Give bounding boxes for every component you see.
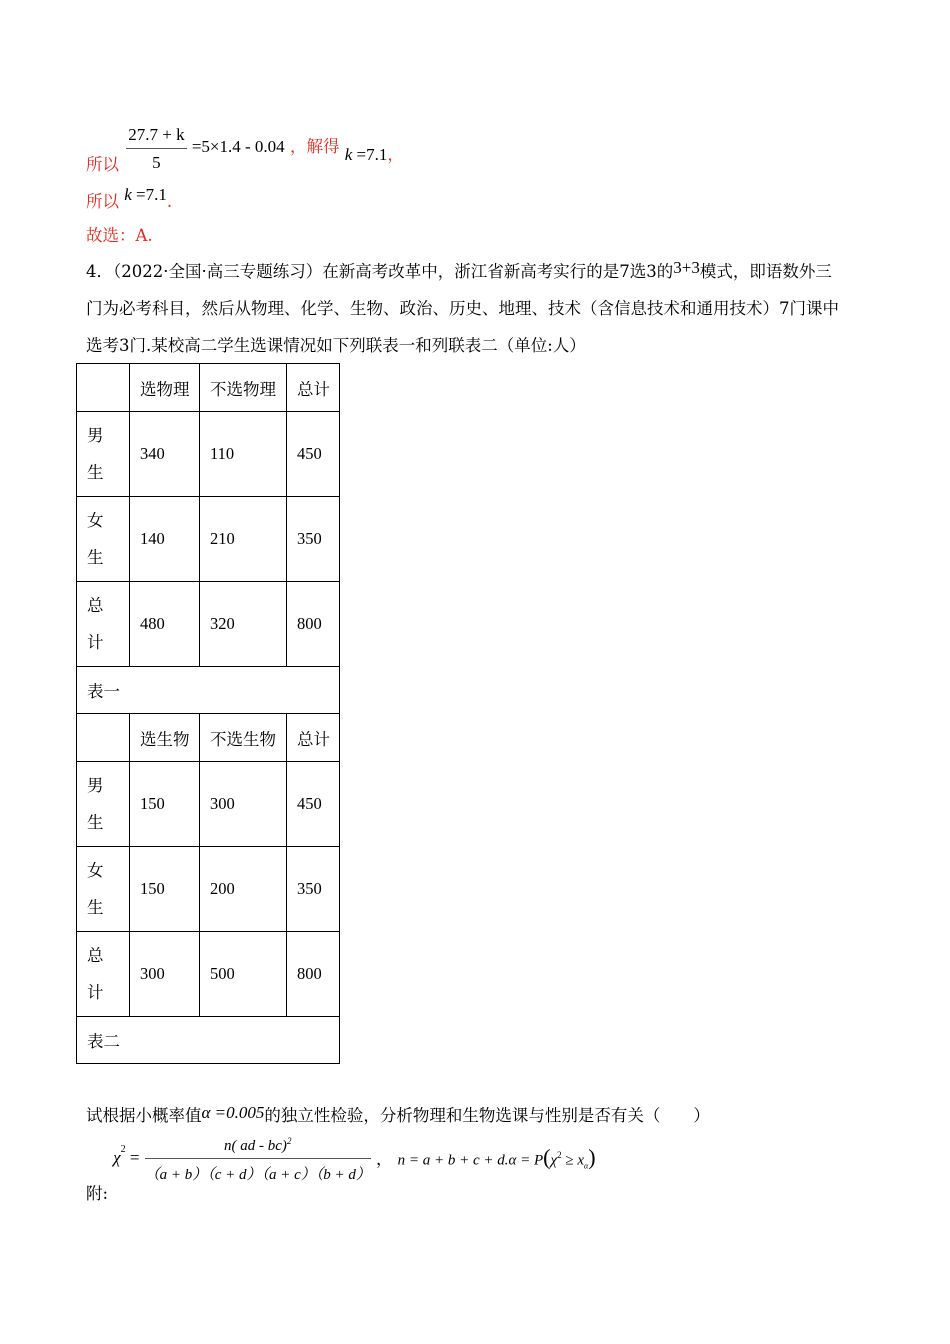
alpha-subscript: α bbox=[583, 1161, 589, 1171]
table-header-cell: 总计 bbox=[287, 714, 340, 762]
row-label-char: 男 bbox=[87, 776, 104, 795]
chi-square-fraction bbox=[145, 1136, 371, 1184]
solution-mid-text: ，解得 bbox=[289, 136, 340, 156]
k-value-2: =7.1 bbox=[131, 185, 167, 204]
greater-equal-x: ≥ x bbox=[561, 1152, 584, 1169]
fraction-denominator: 5 bbox=[152, 153, 161, 172]
row-label-char: 生 bbox=[87, 813, 104, 832]
variable-k-2: k bbox=[124, 185, 132, 204]
table-header-row bbox=[77, 364, 340, 412]
table-cell: 300 bbox=[200, 762, 287, 847]
table-cell: 800 bbox=[287, 932, 340, 1017]
chi-fraction-numerator bbox=[145, 1136, 371, 1159]
alpha-expression: α =0.005 bbox=[201, 1103, 265, 1122]
row-label-char: 生 bbox=[87, 463, 104, 482]
row-label-char: 男 bbox=[87, 426, 104, 445]
table-header-cell: 不选生物 bbox=[200, 714, 287, 762]
row-label bbox=[77, 497, 130, 582]
row-label-char: 女 bbox=[87, 861, 104, 880]
table-row bbox=[77, 582, 340, 667]
solution-end-punct-2: . bbox=[166, 192, 173, 211]
table-cell: 150 bbox=[130, 762, 200, 847]
equation-rhs: =5×1.4 - 0.04 bbox=[191, 136, 285, 156]
question-line-2: 门为必考科目，然后从物理、化学、生物、政治、历史、地理、技术（含信息技术和通用技术）7门课中 bbox=[86, 299, 839, 318]
table-header-cell: 选生物 bbox=[130, 714, 200, 762]
row-label-char: 生 bbox=[87, 898, 104, 917]
numerator-exponent: 2 bbox=[286, 1136, 292, 1146]
equals: = bbox=[125, 1147, 140, 1167]
row-label bbox=[77, 932, 130, 1017]
contingency-table-1 bbox=[76, 363, 340, 714]
row-label bbox=[77, 582, 130, 667]
table-caption: 表二 bbox=[77, 1017, 340, 1064]
table-header-cell: 选物理 bbox=[130, 364, 200, 412]
variable-k: k bbox=[344, 144, 353, 164]
solution-end-punct: ， bbox=[387, 144, 404, 164]
chi-fraction-denominator: （a + b）（c + d）（a + c）（b + d） bbox=[144, 1167, 371, 1183]
question-text-b: 模式，即语数外三 bbox=[699, 262, 832, 281]
prompt-line bbox=[86, 1102, 710, 1126]
row-label bbox=[77, 847, 130, 932]
table-row bbox=[77, 847, 340, 932]
question-text-a: 4．（2022·全国·高三专题练习）在新高考改革中，浙江省新高考实行的是7选3的 bbox=[86, 262, 674, 281]
table-cell: 350 bbox=[287, 497, 340, 582]
solution-prefix-2: 所以 bbox=[86, 192, 119, 211]
table-header-cell bbox=[77, 364, 130, 412]
question-line-3: 选考3门.某校高二学生选课情况如下列联表一和列联表二（单位:人） bbox=[86, 336, 586, 355]
fraction-numerator: 27.7 + k bbox=[126, 125, 186, 149]
question-math: 3+3 bbox=[673, 258, 700, 277]
table-cell: 320 bbox=[200, 582, 287, 667]
table-cell: 350 bbox=[287, 847, 340, 932]
k-value: =7.1 bbox=[352, 144, 388, 164]
table-caption-row bbox=[77, 1017, 340, 1064]
chi-symbol: χ bbox=[113, 1147, 121, 1167]
n-definition: n = a + b + c + d bbox=[397, 1152, 505, 1169]
row-label bbox=[77, 412, 130, 497]
solution-line-2 bbox=[86, 185, 172, 209]
row-label-char: 计 bbox=[87, 983, 104, 1002]
paren-close: ) bbox=[588, 1144, 596, 1170]
row-label-char: 生 bbox=[87, 548, 104, 567]
table-cell: 500 bbox=[200, 932, 287, 1017]
table-cell: 210 bbox=[200, 497, 287, 582]
contingency-table-2 bbox=[76, 713, 340, 1064]
table-header-row bbox=[77, 714, 340, 762]
paren-open: ( bbox=[543, 1144, 551, 1170]
table-cell: 200 bbox=[200, 847, 287, 932]
table-row bbox=[77, 497, 340, 582]
alpha-definition: .α = P bbox=[504, 1152, 544, 1169]
row-label-char: 女 bbox=[87, 511, 104, 530]
table-cell: 110 bbox=[200, 412, 287, 497]
table-row bbox=[77, 762, 340, 847]
table-cell: 480 bbox=[130, 582, 200, 667]
row-label bbox=[77, 762, 130, 847]
table-cell: 300 bbox=[130, 932, 200, 1017]
table-caption-row bbox=[77, 667, 340, 714]
table-row bbox=[77, 412, 340, 497]
chi-exponent: 2 bbox=[120, 1144, 126, 1156]
chi-symbol-2: χ bbox=[550, 1152, 558, 1169]
table-caption: 表一 bbox=[77, 667, 340, 714]
table-cell: 140 bbox=[130, 497, 200, 582]
solution-line-1 bbox=[86, 125, 404, 173]
numerator-text: n( ad - bc) bbox=[224, 1138, 287, 1154]
answer-line: 故选：A. bbox=[86, 226, 153, 245]
chi-exponent-2: 2 bbox=[557, 1150, 562, 1161]
appendix-label: 附: bbox=[86, 1183, 109, 1203]
table-header-cell: 不选物理 bbox=[200, 364, 287, 412]
table-cell: 800 bbox=[287, 582, 340, 667]
table-cell: 340 bbox=[130, 412, 200, 497]
table-row bbox=[77, 932, 340, 1017]
table-cell: 450 bbox=[287, 762, 340, 847]
appendix-line bbox=[86, 1136, 596, 1203]
question-line-1 bbox=[86, 258, 832, 282]
separator: ， bbox=[375, 1149, 393, 1169]
table-header-cell bbox=[77, 714, 130, 762]
row-label-char: 总 bbox=[87, 946, 104, 965]
row-label-char: 计 bbox=[87, 633, 104, 652]
row-label-char: 总 bbox=[87, 596, 104, 615]
fraction bbox=[126, 125, 186, 173]
solution-prefix: 所以 bbox=[86, 154, 119, 174]
prompt-text-b: 的独立性检验，分析物理和生物选课与性别是否有关（ ） bbox=[264, 1106, 710, 1125]
table-cell: 150 bbox=[130, 847, 200, 932]
table-cell: 450 bbox=[287, 412, 340, 497]
prompt-text-a: 试根据小概率值 bbox=[86, 1106, 202, 1125]
table-header-cell: 总计 bbox=[287, 364, 340, 412]
